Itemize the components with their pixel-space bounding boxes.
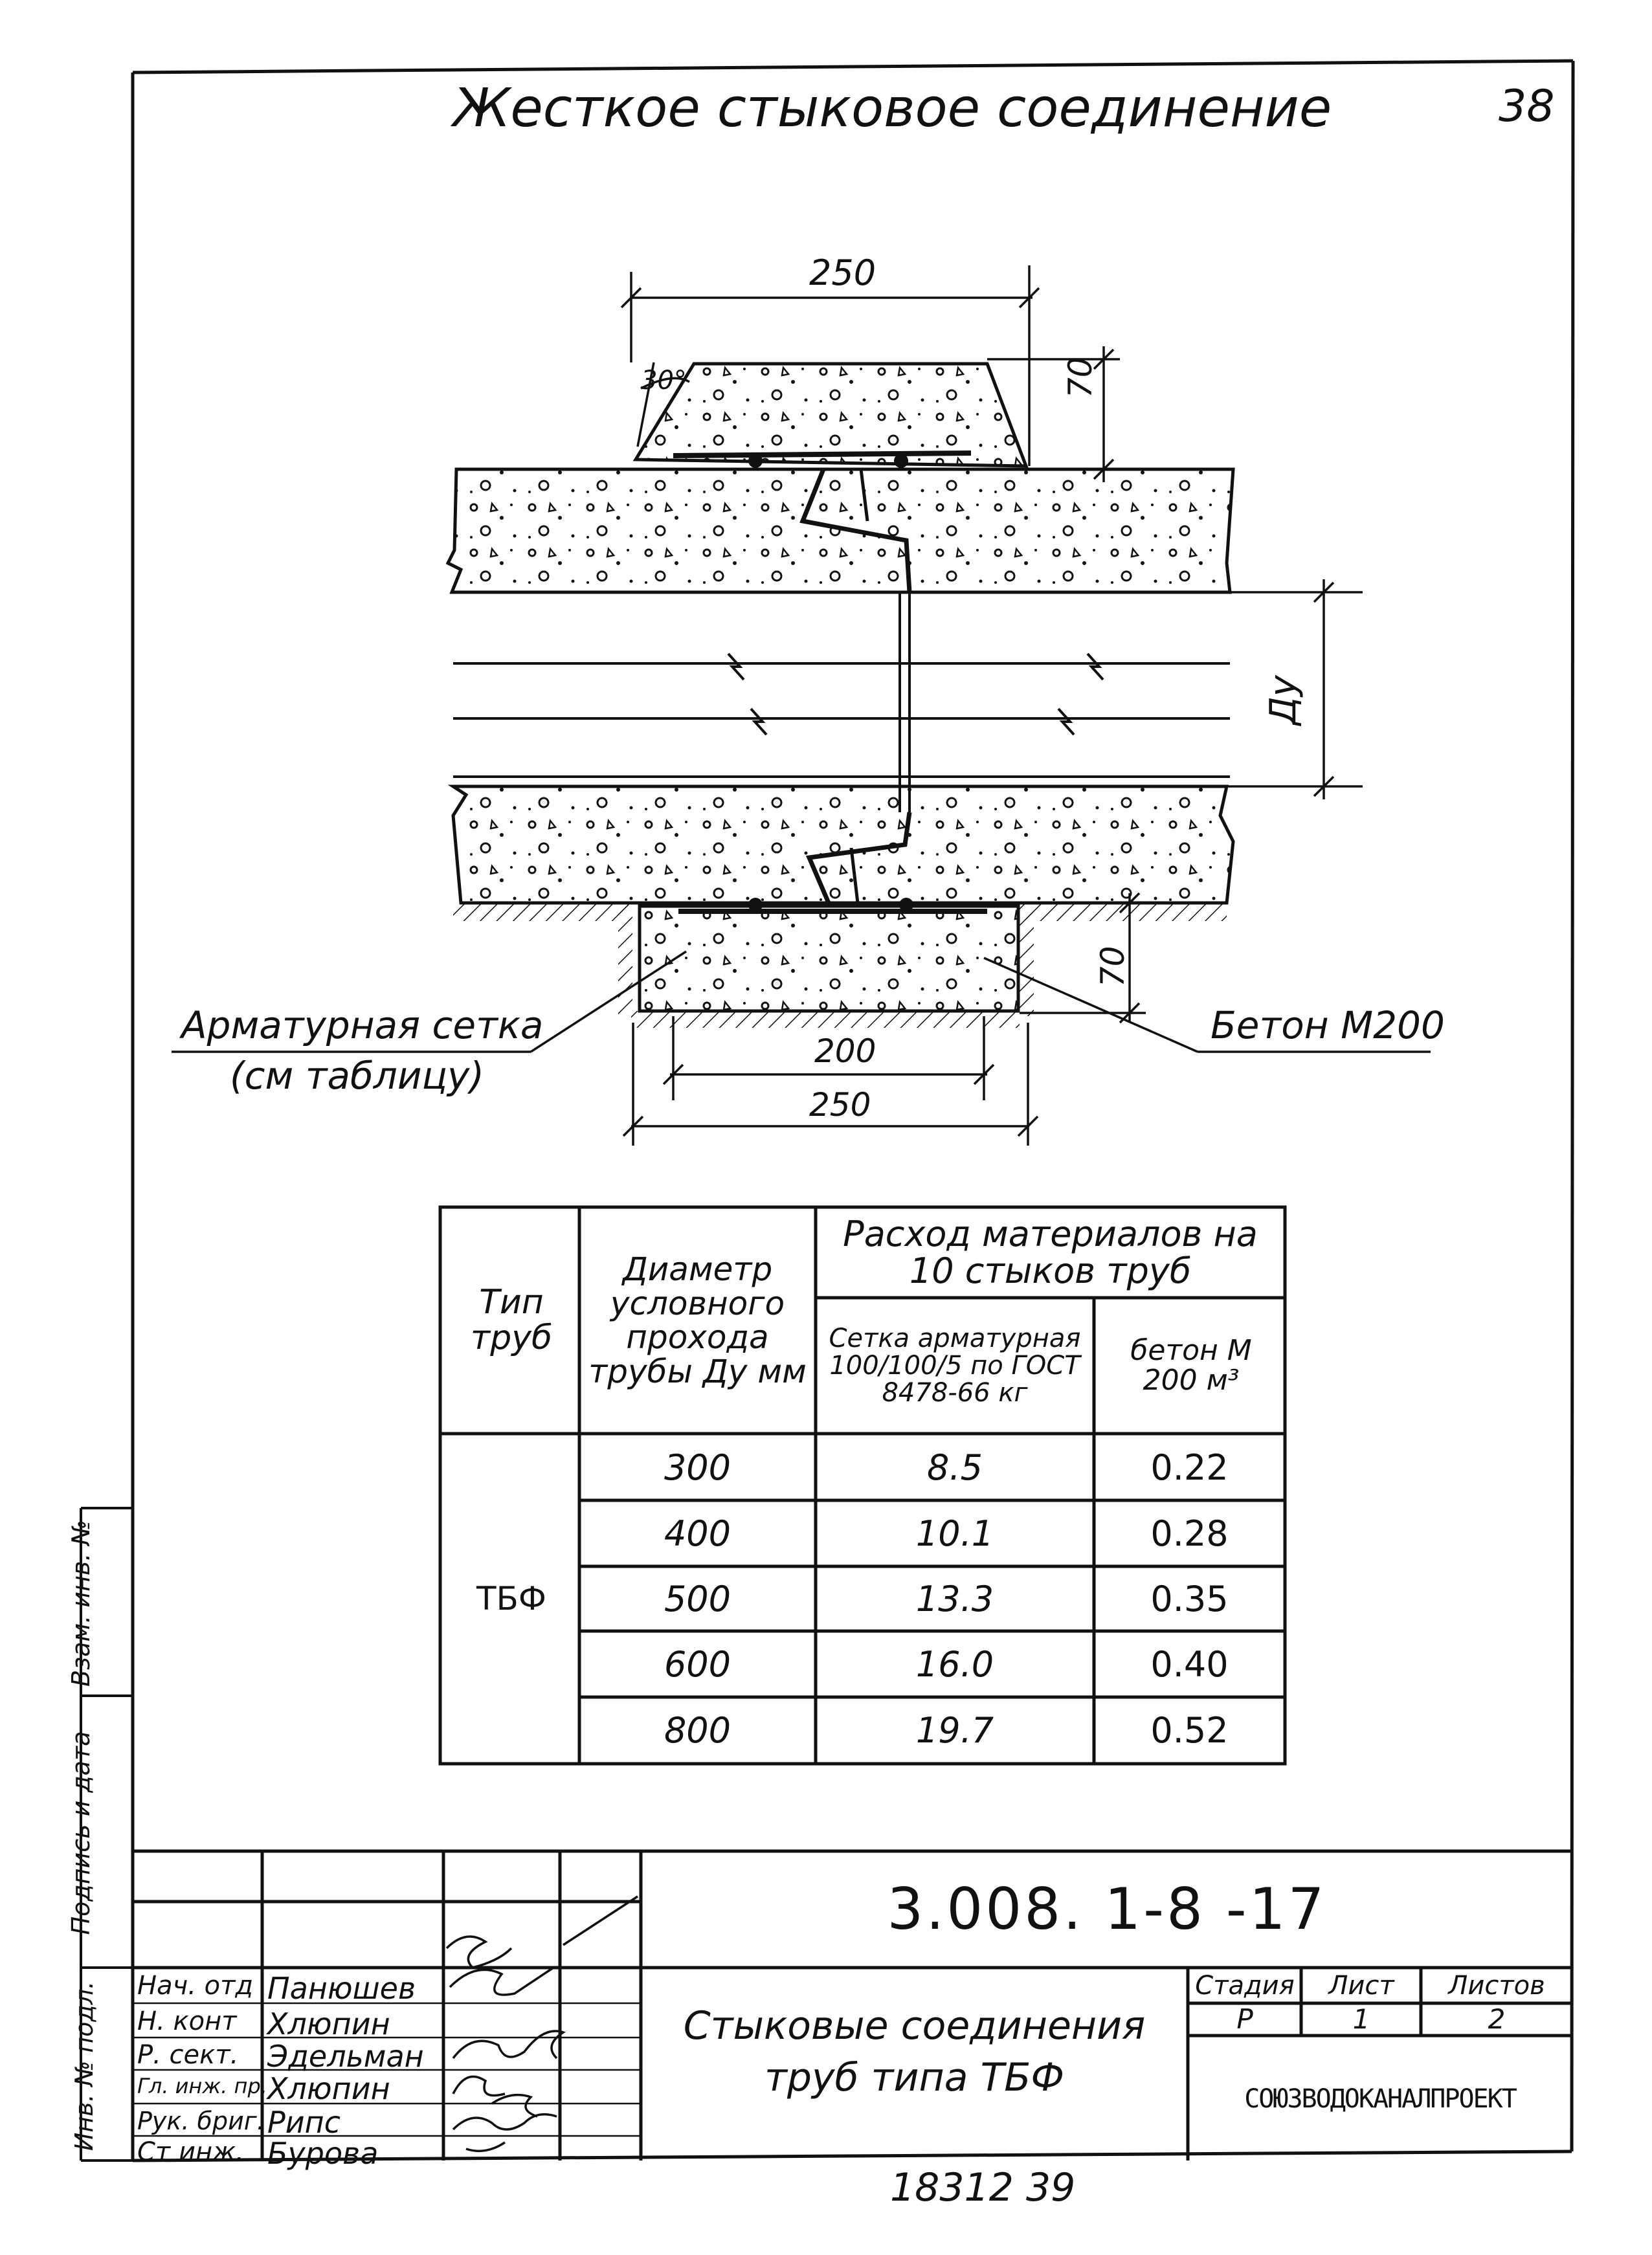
stage-value: Р bbox=[1236, 2003, 1253, 2035]
table-cell-concrete: 0.35 bbox=[1150, 1578, 1229, 1619]
role-name: Хлюпин bbox=[267, 2006, 390, 2041]
table-cell-mesh: 8.5 bbox=[927, 1447, 983, 1488]
label-concrete: Бетон М200 bbox=[1211, 1003, 1445, 1047]
label-mesh: Арматурная сетка bbox=[181, 1003, 544, 1047]
dim-bottom-inner: 200 bbox=[814, 1032, 876, 1070]
role-label: Н. конт bbox=[137, 2006, 237, 2036]
role-name: Панюшев bbox=[267, 1971, 416, 2006]
dim-bottom-height: 70 bbox=[1094, 946, 1132, 987]
side-inv-replace: Взам. инв. № bbox=[67, 1520, 95, 1687]
table-header-diameter: Диаметр условного прохода трубы Ду мм bbox=[588, 1250, 807, 1390]
table-cell-diameter: 500 bbox=[664, 1578, 731, 1619]
role-name: Рипс bbox=[267, 2105, 341, 2140]
pipe-interior bbox=[453, 592, 1230, 812]
table-type-value: ТБФ bbox=[476, 1579, 546, 1617]
table-cell-mesh: 19.7 bbox=[915, 1709, 994, 1751]
table-cell-concrete: 0.52 bbox=[1150, 1709, 1229, 1751]
doc-title-line2: труб типа ТБФ bbox=[764, 2054, 1065, 2100]
doc-code: 3.008. 1-8 -17 bbox=[887, 1875, 1327, 1942]
table-cell-mesh: 16.0 bbox=[915, 1643, 994, 1685]
role-name: Хлюпин bbox=[267, 2071, 390, 2106]
signatures bbox=[447, 1896, 638, 2151]
pipe-lower-wall bbox=[453, 786, 1233, 903]
label-mesh-note: (см таблицу) bbox=[230, 1054, 485, 1098]
dim-top-width: 250 bbox=[809, 252, 876, 293]
table-header-concrete: бетон М 200 м³ bbox=[1130, 1333, 1252, 1397]
table-cell-concrete: 0.40 bbox=[1150, 1643, 1229, 1685]
stage-label: Стадия bbox=[1195, 1971, 1295, 2001]
role-label: Ст инж. bbox=[137, 2137, 244, 2167]
dim-top-height: 70 bbox=[1062, 357, 1099, 398]
role-label: Р. сект. bbox=[137, 2040, 239, 2070]
sheet-label: Лист bbox=[1328, 1971, 1394, 2001]
table-cell-concrete: 0.28 bbox=[1150, 1513, 1229, 1554]
sheet-title: Жесткое стыковое соединение bbox=[453, 78, 1332, 139]
role-label: Гл. инж. пр. bbox=[137, 2074, 267, 2098]
pipe-upper-wall bbox=[448, 469, 1233, 592]
dim-diameter: Ду bbox=[1262, 675, 1304, 725]
table-cell-diameter: 400 bbox=[664, 1513, 731, 1554]
sheets-value: 2 bbox=[1488, 2003, 1506, 2035]
table-header-mesh: Сетка арматурная 100/100/5 по ГОСТ 8478-66 кг bbox=[829, 1324, 1081, 1408]
dim-bottom-outer: 250 bbox=[809, 1086, 871, 1124]
table-cell-diameter: 800 bbox=[664, 1709, 731, 1751]
side-inv-original: Инв. № подл. bbox=[70, 1981, 98, 2151]
table-cell-concrete: 0.22 bbox=[1150, 1447, 1229, 1488]
top-collar bbox=[636, 364, 1026, 468]
role-label: Рук. бриг. bbox=[137, 2107, 265, 2135]
page-number: 38 bbox=[1499, 81, 1555, 132]
dim-top-angle: 30° bbox=[641, 366, 687, 395]
role-name: Эдельман bbox=[267, 2039, 424, 2074]
table-cell-mesh: 13.3 bbox=[915, 1578, 994, 1619]
table-header-type: Тип труб bbox=[470, 1283, 553, 1357]
table-header-consumption: Расход материалов на 10 стыков труб bbox=[843, 1214, 1258, 1291]
bottom-number: 18312 39 bbox=[890, 2165, 1076, 2210]
table-cell-mesh: 10.1 bbox=[915, 1513, 994, 1554]
side-sign-date: Подпись и дата bbox=[67, 1731, 95, 1935]
role-name: Бурова bbox=[267, 2136, 379, 2171]
organization: СОЮЗВОДОКАНАЛПРОЕКТ bbox=[1244, 2083, 1516, 2114]
doc-title-line1: Стыковые соединения bbox=[683, 2003, 1146, 2049]
table-cell-diameter: 600 bbox=[664, 1643, 731, 1685]
sheet-value: 1 bbox=[1352, 2003, 1370, 2035]
bottom-block bbox=[640, 898, 1018, 1011]
role-label: Нач. отд bbox=[137, 1971, 254, 2001]
table-cell-diameter: 300 bbox=[664, 1447, 731, 1488]
sheets-label: Листов bbox=[1448, 1971, 1545, 2001]
